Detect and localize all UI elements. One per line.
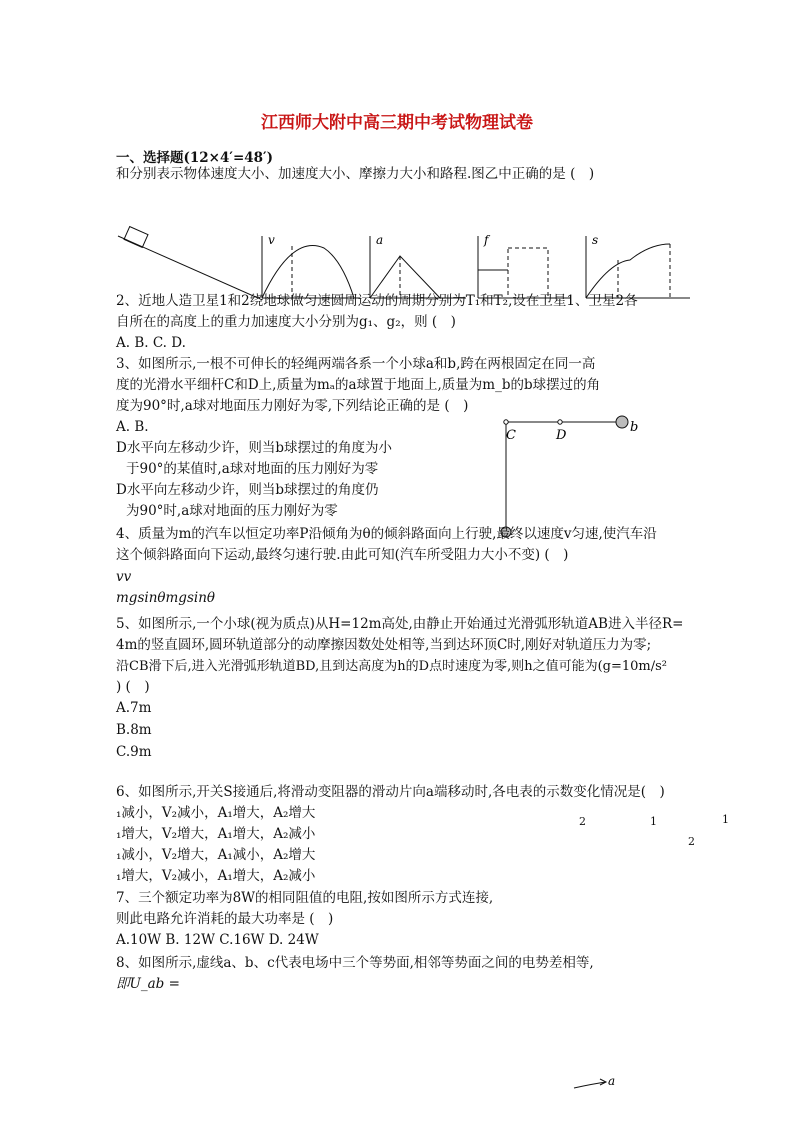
- figure6-label-4: 2: [688, 835, 695, 848]
- rod-c: [504, 420, 508, 424]
- graph-v: [262, 236, 360, 298]
- question-4-fragment-1: vv: [116, 569, 132, 585]
- question-3-option-c-cont: 于90°的某值时,a球对地面的压力刚好为零: [126, 461, 379, 477]
- question-5-text: 5、如图所示,一个小球(视为质点)从H=12m高处,由静止开始通过光滑弧形轨道AB进入半径R=: [116, 616, 684, 632]
- question-6-option-b: ₁增大，V₂增大，A₁增大，A₂减小: [116, 826, 316, 842]
- figure6-label-3: 1: [722, 813, 729, 826]
- graph-v-label: v: [268, 233, 275, 247]
- graph-s: [586, 236, 690, 298]
- question-3-option-d-cont: 为90°时,a球对地面的压力刚好为零: [126, 503, 338, 519]
- question-3-text: 3、如图所示,一根不可伸长的轻绳两端各系一个小球a和b,跨在两根固定在同一高: [116, 356, 596, 372]
- figure6-label-1: 2: [579, 815, 586, 828]
- question-5-text-cont2: 沿CB滑下后,进入光滑弧形轨道BD,且到达高度为h的D点时速度为零,则h之值可能为(g=10m/s²: [116, 659, 667, 674]
- question-5-text-cont3: ) ( ): [116, 679, 150, 695]
- question-5-option-a: A.7m: [116, 700, 152, 716]
- question-1-text: 和分别表示物体速度大小、加速度大小、摩擦力大小和路程.图乙中正确的是 ( ): [116, 166, 595, 182]
- question-5-option-c: C.9m: [116, 744, 152, 760]
- question-4-fragment-2: mgsinθmgsinθ: [116, 590, 216, 606]
- question-6-option-a: ₁减小，V₂减小，A₁增大，A₂增大: [116, 805, 316, 821]
- question-5-text-cont: 4m的竖直圆环,圆环轨道部分的动摩擦因数处处相等,当到达环顶C时,刚好对轨道压力为零;: [116, 637, 652, 653]
- question-8-text-cont: 即U_ab =: [116, 976, 180, 992]
- question-3-text-cont2: 度为90°时,a球对地面压力刚好为零,下列结论正确的是 ( ): [116, 398, 469, 414]
- question-3-options-ab: A. B.: [116, 419, 149, 435]
- label-d: D: [556, 428, 567, 443]
- question-7-options: A.10W B. 12W C.16W D. 24W: [116, 932, 319, 948]
- graph-a: [370, 236, 466, 298]
- question-2-text: 2、近地人造卫星1和2绕地球做匀速圆周运动的周期分别为T₁和T₂,设在卫星1、卫星2各: [116, 293, 638, 309]
- question-8-text: 8、如图所示,虚线a、b、c代表电场中三个等势面,相邻等势面之间的电势差相等,: [116, 955, 594, 971]
- question-7-text-cont: 则此电路允许消耗的最大功率是 ( ): [116, 911, 334, 927]
- question-6-option-d: ₁增大，V₂减小，A₁增大，A₂减小: [116, 868, 316, 884]
- label-b: b: [630, 420, 639, 435]
- question-4-text: 4、质量为m的汽车以恒定功率P沿倾角为θ的倾斜路面向上行驶,最终以速度v匀速,使汽车沿: [116, 526, 657, 542]
- question-3-option-c: D水平向左移动少许，则当b球摆过的角度为小: [116, 440, 392, 456]
- question-6-text: 6、如图所示,开关S接通后,将滑动变阻器的滑动片向a端移动时,各电表的示数变化情况是( ): [116, 784, 665, 800]
- graph-f: [478, 236, 570, 298]
- section-heading-1: 一、选择题(12×4′=48′): [116, 150, 273, 166]
- graph-a-label: a: [376, 233, 384, 247]
- equipotential-label-a: a: [608, 1074, 616, 1088]
- question-7-text: 7、三个额定功率为8W的相同阻值的电阻,按如图所示方式连接,: [116, 890, 494, 906]
- question-2-options: A. B. C. D.: [116, 335, 186, 351]
- ball-b: [616, 416, 628, 428]
- graph-f-label: f: [484, 233, 489, 247]
- question-5-option-b: B.8m: [116, 722, 152, 738]
- figure-equipotential: [572, 1074, 632, 1094]
- question-3-text-cont: 度的光滑水平细杆C和D上,质量为mₐ的a球置于地面上,质量为m_b的b球摆过的角: [116, 377, 601, 393]
- figure6-label-2: 1: [650, 815, 657, 828]
- question-6-option-c: ₁减小，V₂增大，A₁减小，A₂增大: [116, 847, 316, 863]
- graph-s-label: s: [592, 233, 599, 247]
- page-title: 江西师大附中高三期中考试物理试卷: [261, 113, 533, 133]
- incline-diagram: [118, 227, 260, 298]
- question-2-text-cont: 自所在的高度上的重力加速度大小分别为g₁、g₂，则 ( ): [116, 314, 456, 330]
- question-3-option-d: D水平向左移动少许，则当b球摆过的角度仍: [116, 482, 379, 498]
- question-4-text-cont: 这个倾斜路面向下运动,最终匀速行驶.由此可知(汽车所受阻力大小不变) ( ): [116, 547, 569, 563]
- figure-rope-balls: [498, 414, 638, 540]
- rod-d: [558, 420, 562, 424]
- label-c: C: [506, 428, 516, 443]
